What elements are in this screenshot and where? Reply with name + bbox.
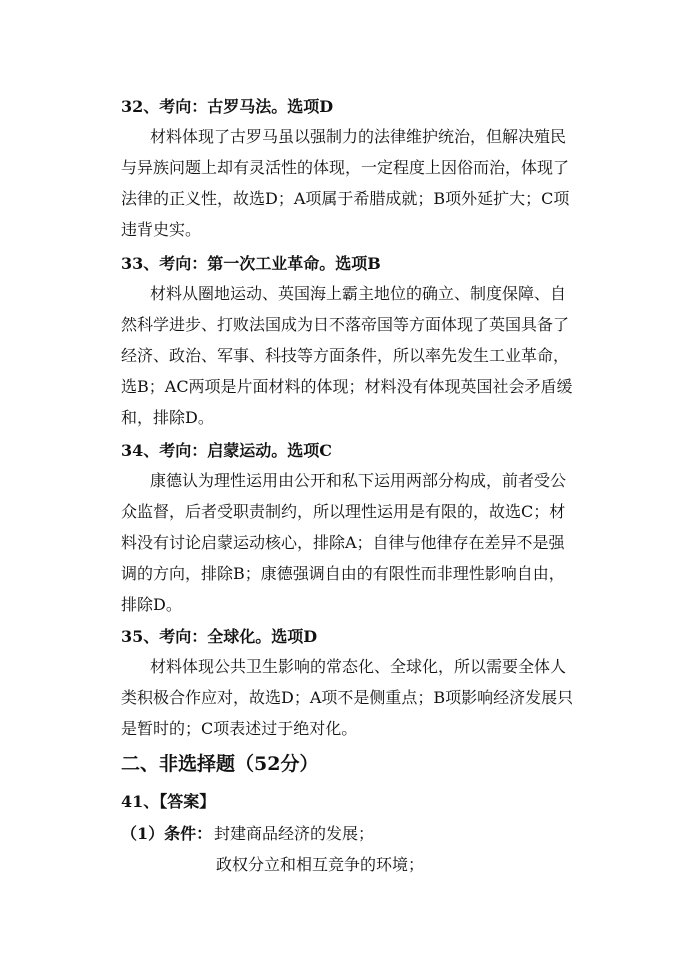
q32-line-1: 材料体现了古罗马虽以强制力的法律维护统治，但解决殖民 <box>150 127 567 146</box>
q34-line-2: 众监督，后者受职责制约，所以理性运用是有限的，故选C；材 <box>121 502 566 521</box>
q33-line-5: 和，排除D。 <box>121 408 214 427</box>
q41-heading: 41、【答案】 <box>121 792 216 811</box>
q32-line-2: 与异族问题上却有灵活性的体现，一定程度上因俗而治，体现了 <box>121 158 570 177</box>
q34-line-5: 排除D。 <box>121 595 182 614</box>
q35-heading: 35、考向：全球化。选项D <box>121 627 318 646</box>
q41-part1-item-1: 封建商品经济的发展； <box>214 824 375 843</box>
q34-line-3: 料没有讨论启蒙运动核心，排除A；自律与他律存在差异不是强 <box>121 533 565 552</box>
q34-heading: 34、考向：启蒙运动。选项C <box>121 441 333 460</box>
q41-part1-label: （1）条件： <box>121 824 213 843</box>
q34-line-1: 康德认为理性运用由公开和私下运用两部分构成，前者受公 <box>150 471 567 490</box>
q32-heading: 32、考向：古罗马法。选项D <box>121 97 334 116</box>
q41-part1-item-2: 政权分立和相互竞争的环境； <box>216 855 425 874</box>
q33-line-1: 材料从圈地运动、英国海上霸主地位的确立、制度保障、自 <box>150 284 567 303</box>
q32-line-4: 违背史实。 <box>121 220 202 239</box>
q35-line-1: 材料体现公共卫生影响的常态化、全球化，所以需要全体人 <box>150 657 567 676</box>
section-2-title: 二、非选择题（52分） <box>121 753 319 775</box>
q35-line-3: 是暂时的；C项表述过于绝对化。 <box>121 719 358 738</box>
q34-line-4: 调的方向，排除B；康德强调自由的有限性而非理性影响自由， <box>121 564 565 583</box>
q32-line-3: 法律的正义性，故选D；A项属于希腊成就；B项外延扩大；C项 <box>121 189 570 208</box>
q33-line-4: 选B；AC两项是片面材料的体现；材料没有体现英国社会矛盾缓 <box>121 377 573 396</box>
q33-line-2: 然科学进步、打败法国成为日不落帝国等方面体现了英国具备了 <box>121 315 570 334</box>
q33-heading: 33、考向：第一次工业革命。选项B <box>121 254 381 273</box>
q33-line-3: 经济、政治、军事、科技等方面条件，所以率先发生工业革命， <box>121 346 570 365</box>
q35-line-2: 类积极合作应对，故选D；A项不是侧重点；B项影响经济发展只 <box>121 688 574 707</box>
